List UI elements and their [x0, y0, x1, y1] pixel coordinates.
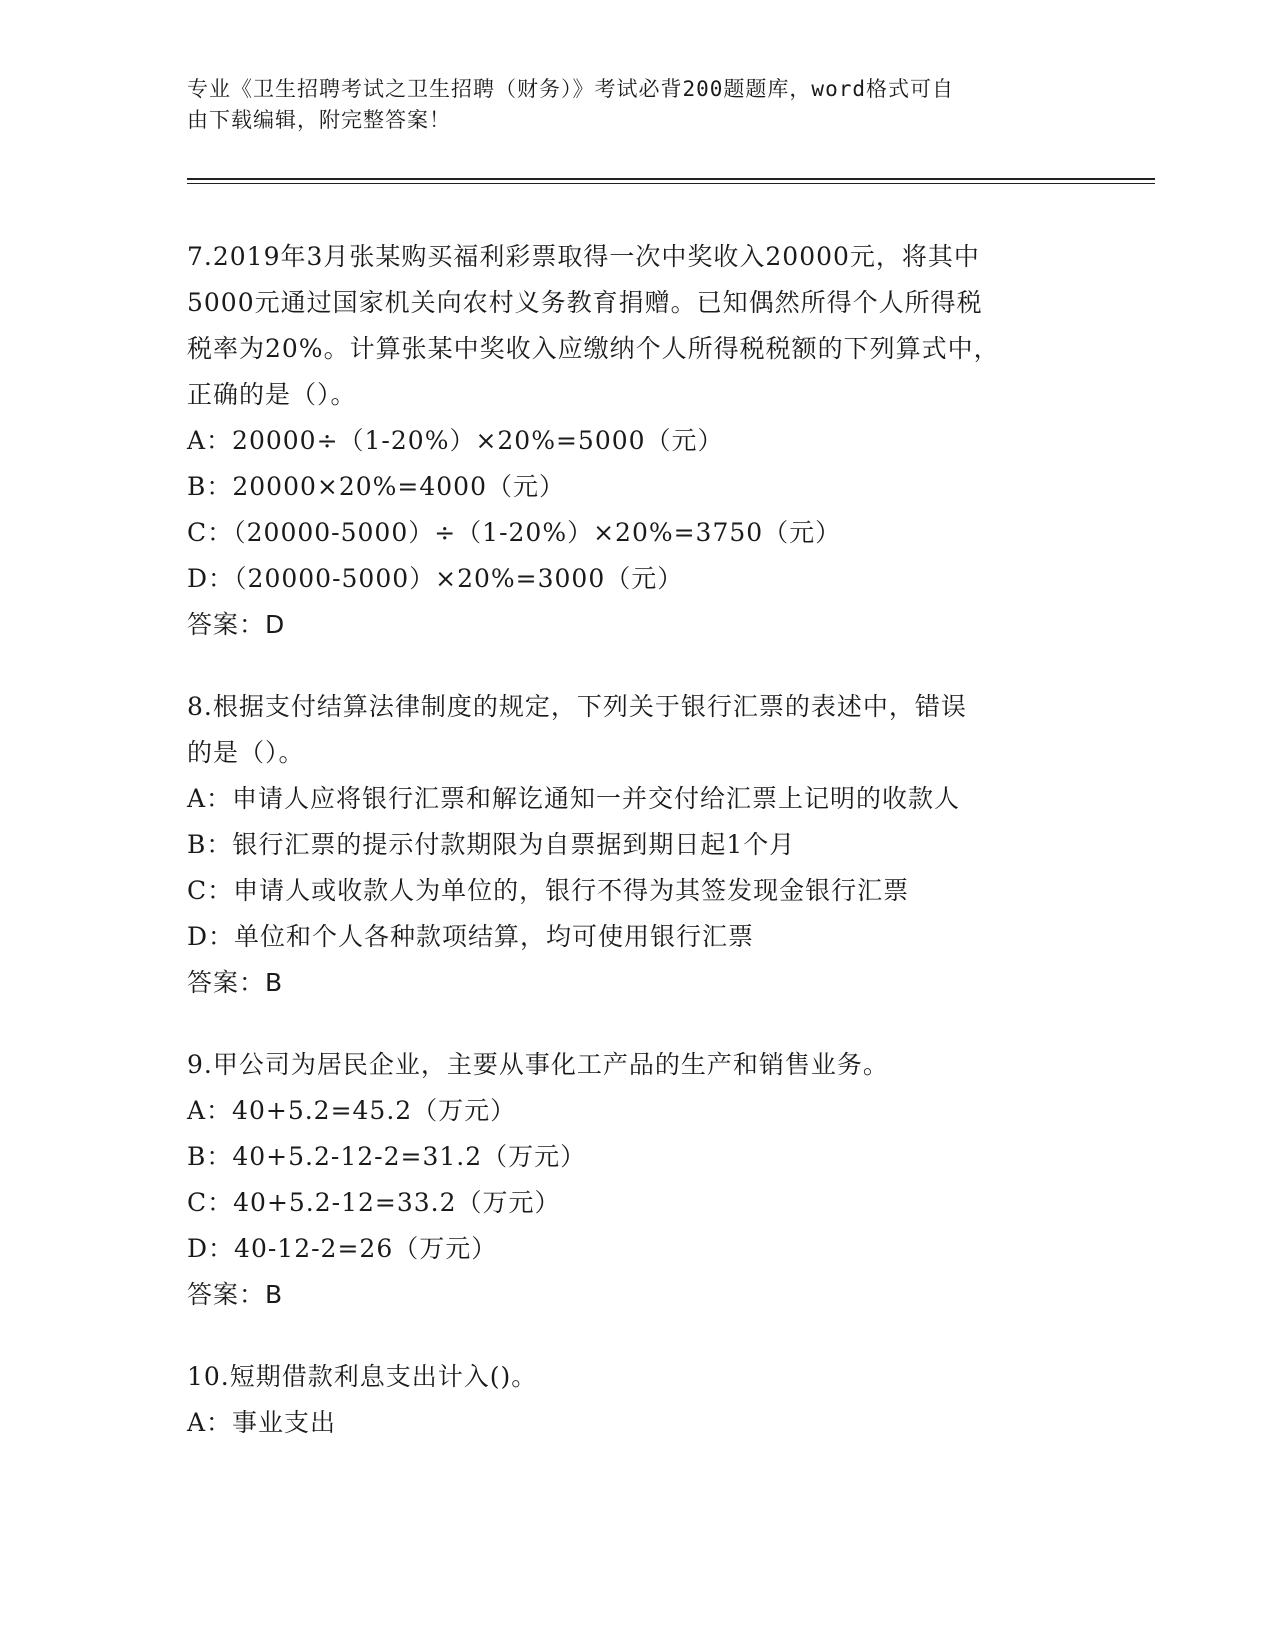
question-10 [187, 1354, 1087, 1446]
question-7 [187, 234, 1087, 648]
header-line-1: 专业《卫生招聘考试之卫生招聘（财务）》考试必背200题题库，word格式可自 [187, 77, 954, 101]
question-list [187, 234, 1087, 1482]
option-d: D：（20000-5000）×20%=3000（元） [187, 564, 684, 593]
header-divider-thick [187, 178, 1155, 180]
option-b: B：银行汇票的提示付款期限为自票据到期日起1个月 [187, 830, 796, 859]
option-a: A：40+5.2=45.2（万元） [187, 1096, 517, 1125]
option-b: B：40+5.2-12-2=31.2（万元） [187, 1142, 587, 1171]
question-stem-line: 5000元通过国家机关向农村义务教育捐赠。已知偶然所得个人所得税 [187, 288, 983, 317]
option-c: C：（20000-5000）÷（1-20%）×20%=3750（元） [187, 518, 842, 547]
document-header [187, 74, 1067, 136]
option-a: A：申请人应将银行汇票和解讫通知一并交付给汇票上记明的收款人 [187, 784, 961, 813]
answer-label: 答案：B [187, 1280, 284, 1309]
header-divider-thin [187, 183, 1155, 184]
answer-label: 答案：B [187, 968, 284, 997]
option-c: C：申请人或收款人为单位的，银行不得为其签发现金银行汇票 [187, 876, 910, 905]
option-c: C：40+5.2-12=33.2（万元） [187, 1188, 561, 1217]
question-stem-line: 9.甲公司为居民企业，主要从事化工产品的生产和销售业务。 [187, 1050, 889, 1079]
option-d: D：单位和个人各种款项结算，均可使用银行汇票 [187, 922, 755, 951]
option-d: D：40-12-2=26（万元） [187, 1234, 498, 1263]
option-a: A：20000÷（1-20%）×20%=5000（元） [187, 426, 724, 455]
option-a: A：事业支出 [187, 1408, 337, 1437]
question-stem-line: 正确的是（）。 [187, 380, 357, 409]
question-stem-line: 的是（）。 [187, 738, 305, 767]
question-stem-line: 7.2019年3月张某购买福利彩票取得一次中奖收入20000元，将其中 [187, 242, 980, 271]
question-8 [187, 684, 1087, 1006]
question-stem-line: 8.根据支付结算法律制度的规定，下列关于银行汇票的表述中，错误 [187, 692, 967, 721]
answer-label: 答案：D [187, 610, 286, 639]
question-stem-line: 10.短期借款利息支出计入()。 [187, 1362, 538, 1391]
header-line-2: 由下载编辑，附完整答案！ [187, 108, 451, 132]
question-stem-line: 税率为20%。计算张某中奖收入应缴纳个人所得税税额的下列算式中， [187, 334, 1000, 363]
question-9 [187, 1042, 1087, 1318]
option-b: B：20000×20%=4000（元） [187, 472, 565, 501]
